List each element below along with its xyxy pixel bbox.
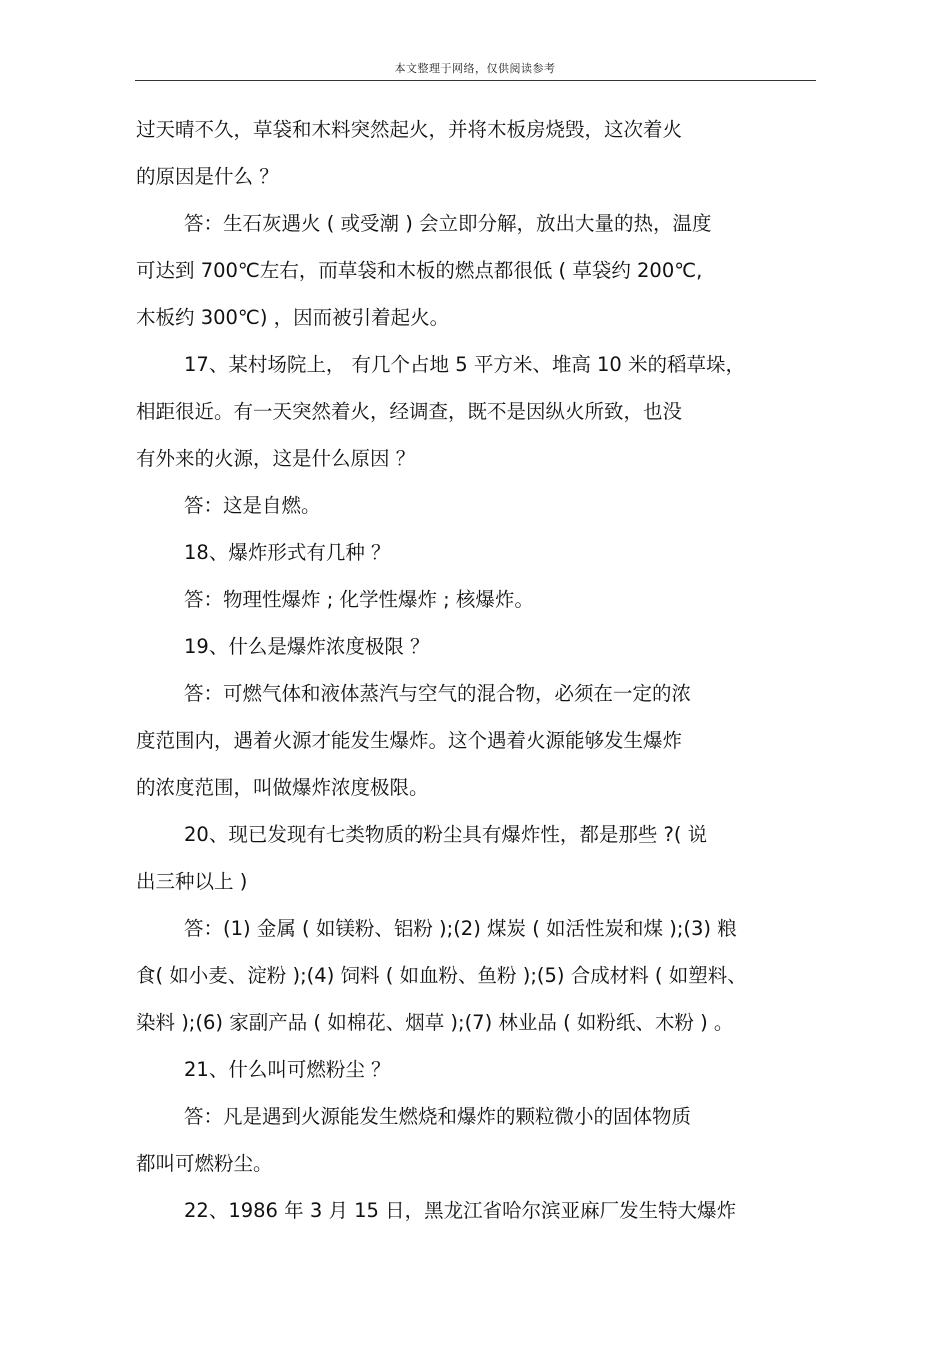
question-line: 20、现已发现有七类物质的粉尘具有爆炸性，都是那些 ?( 说 — [184, 823, 708, 846]
text-line: 过天晴不久，草袋和木料突然起火，并将木板房烧毁，这次着火 — [136, 118, 683, 141]
text-line: 可达到 700℃左右，而草袋和木板的燃点都很低 ( 草袋约 200℃, — [136, 259, 703, 282]
text-line: 有外来的火源，这是什么原因 ？ — [136, 447, 416, 470]
answer-line: 答：(1) 金属 ( 如镁粉、铝粉 );(2) 煤炭 ( 如活性炭和煤 );(3) 粮 — [184, 917, 737, 940]
question-line: 18、爆炸形式有几种 ？ — [184, 541, 391, 564]
text-line: 木板约 300℃) ，因而被引着起火。 — [136, 306, 450, 329]
text-line: 出三种以上 ) — [136, 870, 248, 893]
header-text: 本文整理于网络，仅供阅读参考 — [394, 62, 556, 75]
question-line: 21、什么叫可燃粉尘 ？ — [184, 1058, 391, 1081]
question-line: 17、某村场院上， 有几个占地 5 平方米、堆高 10 米的稻草垛， — [184, 353, 746, 376]
text-line: 都叫可燃粉尘。 — [136, 1152, 273, 1175]
answer-line: 答：物理性爆炸 ; 化学性爆炸 ; 核爆炸。 — [184, 588, 534, 611]
answer-line: 答：生石灰遇火 ( 或受潮 ) 会立即分解，放出大量的热，温度 — [184, 212, 712, 235]
answer-line: 答：凡是遇到火源能发生燃烧和爆炸的颗粒微小的固体物质 — [184, 1105, 692, 1128]
answer-line: 答：可燃气体和液体蒸汽与空气的混合物，必须在一定的浓 — [184, 682, 692, 705]
text-line: 相距很近。有一天突然着火，经调查，既不是因纵火所致，也没 — [136, 400, 683, 423]
text-line: 食( 如小麦、淀粉 );(4) 饲料 ( 如血粉、鱼粉 );(5) 合成材料 ( 如塑料、 — [136, 964, 747, 987]
text-line: 度范围内，遇着火源才能发生爆炸。这个遇着火源能够发生爆炸 — [136, 729, 683, 752]
text-line: 染料 );(6) 家副产品 ( 如棉花、烟草 );(7) 林业品 ( 如粉纸、木粉 ) 。 — [136, 1011, 734, 1034]
text-line: 的原因是什么 ？ — [136, 165, 279, 188]
text-line: 的浓度范围，叫做爆炸浓度极限。 — [136, 776, 429, 799]
answer-line: 答：这是自燃。 — [184, 494, 321, 517]
question-line: 19、什么是爆炸浓度极限 ？ — [184, 635, 430, 658]
question-line: 22、1986 年 3 月 15 日，黑龙江省哈尔滨亚麻厂发生特大爆炸 — [184, 1199, 737, 1222]
